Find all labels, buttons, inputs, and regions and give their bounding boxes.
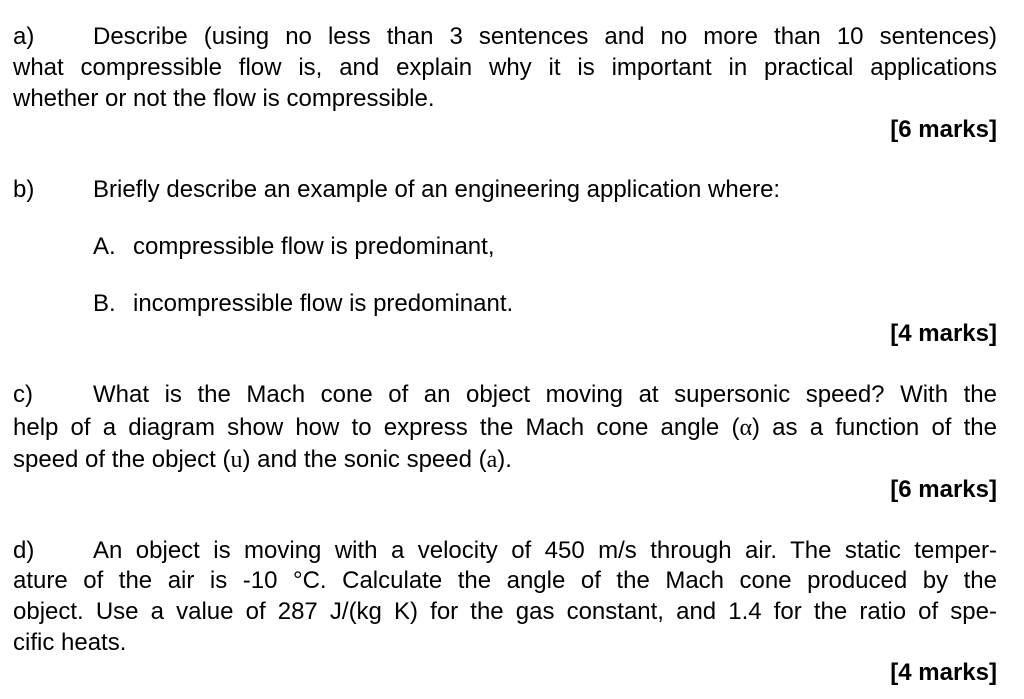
- question-d-line-2: ature of the air is -10 °C. Calculate the angle of the Mach cone produced by the: [13, 567, 997, 594]
- question-c-line-1: What is the Mach cone of an object moving at supersonic speed? With the: [93, 381, 997, 408]
- u-symbol: u: [230, 447, 243, 473]
- question-c-line-3: [13, 446, 512, 474]
- question-d-line-1: An object is moving with a velocity of 450 m/s through air. The static temper-: [93, 537, 997, 564]
- question-b-item-a: [93, 233, 495, 261]
- question-c-line-3-start: speed of the object (: [13, 446, 231, 473]
- question-b-label: b): [13, 176, 35, 203]
- question-b-item-a-text: compressible flow is predominant,: [133, 233, 495, 260]
- a-symbol: a: [486, 447, 498, 473]
- question-d-marks: [4 marks]: [890, 659, 997, 686]
- question-a-line-2: what compressible flow is, and explain why it is important in practical applications: [13, 54, 997, 81]
- question-c-line-3-end: ).: [497, 446, 512, 473]
- question-c-marks: [6 marks]: [890, 476, 997, 503]
- question-c-line-2-start: help of a diagram show how to express the Mach cone angle (: [13, 414, 740, 441]
- question-b-item-b-letter: B.: [93, 290, 116, 317]
- question-d-label: d): [13, 537, 35, 564]
- question-d-line-4: cific heats.: [13, 629, 127, 656]
- question-b-item-a-letter: A.: [93, 233, 116, 260]
- question-a-marks: [6 marks]: [890, 116, 997, 143]
- question-a-label: a): [13, 23, 35, 50]
- question-c-line-2: [13, 414, 997, 442]
- question-d-line-3: object. Use a value of 287 J/(kg K) for the gas constant, and 1.4 for the ratio of spe-: [13, 598, 997, 625]
- question-b-marks: [4 marks]: [890, 320, 997, 347]
- question-c-line-3-mid: ) and the sonic speed (: [242, 446, 487, 473]
- question-c-label: c): [13, 381, 33, 408]
- question-b-item-b: [93, 290, 513, 318]
- question-a-line-1: Describe (using no less than 3 sentences and no more than 10 sentences): [93, 23, 997, 50]
- question-a-line-3: whether or not the flow is compressible.: [13, 85, 435, 112]
- alpha-symbol: α: [739, 415, 753, 441]
- exam-page: [13, 0, 997, 699]
- question-c-line-2-end: ) as a function of the: [752, 414, 998, 441]
- question-b-item-b-text: incompressible flow is predominant.: [133, 290, 514, 317]
- question-b-line-1: Briefly describe an example of an engineering application where:: [93, 176, 781, 203]
